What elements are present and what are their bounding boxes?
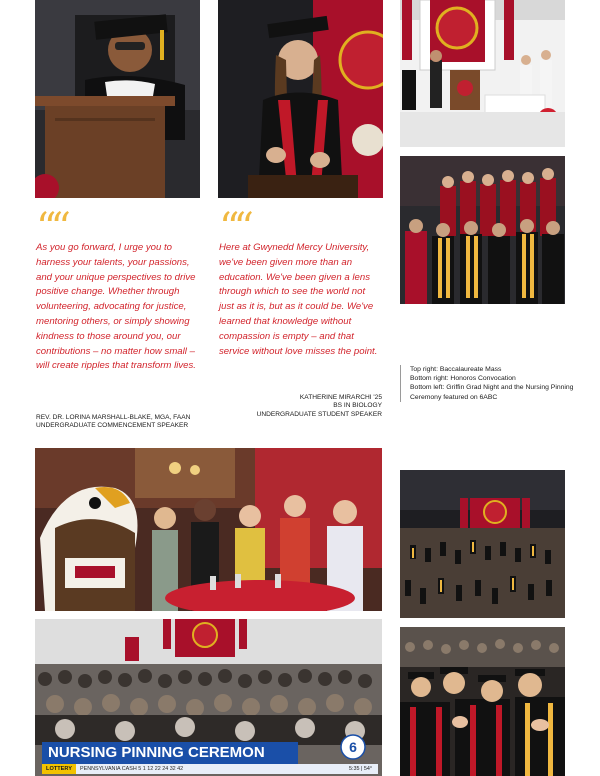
- speaker-attribution: [36, 414, 200, 431]
- student-quote: Here at Gwynedd Mercy University, we've been given more than an education. We've been given a lens through which to see the world not just as it is, but as it could be. We've learned that knowledge without compassion is empty – and that service without love misses the point.: [219, 242, 378, 357]
- student-degree: BS IN BIOLOGY: [333, 402, 382, 410]
- tv-news-banner: [42, 742, 378, 776]
- photo-captions: [400, 365, 575, 402]
- photo-griffin-grad-night: [35, 448, 382, 611]
- caption-bottom-left: Bottom left: Griffin Grad Night and the Nursing Pinning Ceremony featured on 6ABC: [410, 384, 574, 401]
- student-attribution: [219, 394, 382, 419]
- banner-lottery-label: LOTTERY: [42, 764, 76, 774]
- caption-bottom-right: Bottom right: Honoros Convocation: [410, 375, 516, 383]
- photo-student-speaker: [218, 0, 383, 198]
- photo-graduates-celebrating: [400, 627, 565, 776]
- student-name: KATHERINE MIRARCHI '25: [299, 394, 382, 401]
- photo-baccalaureate-mass: [400, 0, 565, 147]
- station-logo-icon: [340, 734, 370, 760]
- photo-convocation-arena: [400, 470, 565, 618]
- student-role: UNDERGRADUATE STUDENT SPEAKER: [256, 410, 382, 418]
- banner-lottery-numbers: PENNSYLVANIA CASH 5 1 12 22 24 32 42: [80, 766, 184, 772]
- quote-mark-icon: ““: [219, 205, 248, 251]
- photo-honors-convocation: [400, 156, 565, 304]
- photo-commencement-speaker: [35, 0, 200, 198]
- banner-time-weather: 5:35 | 54°: [348, 766, 372, 772]
- caption-top-right: Top right: Baccalaureate Mass: [410, 366, 502, 373]
- speaker-role: UNDERGRADUATE COMMENCEMENT SPEAKER: [36, 422, 189, 430]
- quote-mark-icon: ““: [36, 205, 65, 251]
- speaker-name: REV. DR. LORINA MARSHALL-BLAKE, MGA, FAAN: [36, 414, 191, 421]
- svg-text:6: 6: [349, 739, 357, 755]
- speaker-quote: As you go forward, I urge you to harness your talents, your passions, and your unique perspectives to drive positive change. Whether through volunteering, advocating for justice, mentoring others, or simply showing kindness to those around you, our contributions – no matter how small – will create ripples that transform lives.: [36, 242, 196, 372]
- banner-headline: NURSING PINNING CEREMON: [42, 742, 298, 764]
